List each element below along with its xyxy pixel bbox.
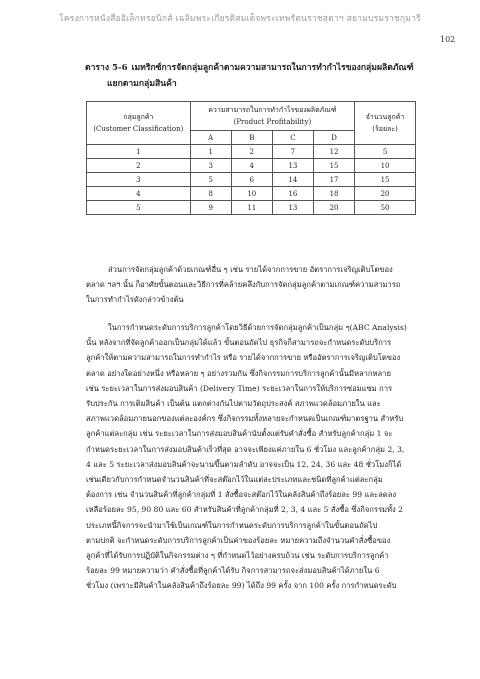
cell-a: 3 (190, 159, 231, 173)
profitability-matrix-table (86, 101, 416, 215)
cell-b: 6 (231, 173, 272, 187)
paragraph-line: ลูกค้าที่ได้รับการปฏิบัติในกิจกรรมต่าง ๆ ที่กำหนดไว้อย่างครบถ้วน เช่น ระดับการบริการลูกค้า (86, 551, 389, 561)
table-row (87, 187, 416, 201)
paragraph-line: 4 และ 5 ระยะเวลาส่งมอบสินค้าจะนานขึ้นตามลำดับ อาจจะเป็น 12, 24, 36 และ 48 ชั่วโมงก็ได้ (86, 459, 402, 469)
paragraph-line: ลูกค้าให้ตามความสามารถในการทำกำไร หรือ รายได้จากการขาย หรืออัตราการเจริญเติบโตของ (86, 353, 401, 363)
cell-b: 10 (231, 187, 272, 201)
cell-d: 20 (313, 201, 354, 215)
customer-quantity-header (355, 102, 416, 145)
customer-classification-header (87, 102, 191, 145)
paragraph-line: ลูกค้าแต่ละกลุ่ม เช่น ระยะเวลาในการส่งมอบสินค้านับตั้งแต่รับคำสั่งซื้อ สำหรับลูกค้ากลุ่ม 1 จะ (86, 429, 393, 439)
column-header-a: A (190, 131, 231, 145)
paragraph-line: ส่วนการจัดกลุ่มลูกค้าด้วยเกณฑ์อื่น ๆ เช่น รายได้จากการขาย อัตราการเจริญเติบโตของ (108, 265, 393, 274)
cell-group: 2 (87, 159, 191, 173)
paragraph-line: ประเภทนี้กิจการจะนำมาใช้เป็นเกณฑ์ในการกำหนดระดับการบริการลูกค้าในขั้นตอนถัดไป (86, 520, 378, 530)
cell-c: 13 (272, 201, 313, 215)
table-caption-line-1: เมทริกซ์การจัดกลุ่มลูกค้าตามความสามารถในการทำกำไรของกลุ่มผลิตภัณฑ์ (131, 63, 414, 73)
cell-c: 14 (272, 173, 313, 187)
cell-d: 12 (313, 145, 354, 159)
cell-c: 16 (272, 187, 313, 201)
paragraph-line: กำหนดระยะเวลาในการส่งมอบสินค้าเร็วที่สุด อาจจะเพียงแค่ภายใน 6 ชั่วโมง และลูกค้ากลุ่ม 2, 3, (86, 444, 405, 454)
column-header-c: C (272, 131, 313, 145)
cell-b: 11 (231, 201, 272, 215)
table-caption-label: ตาราง 5-6 (85, 63, 128, 73)
table-row (87, 159, 416, 173)
table-row (87, 173, 416, 187)
paragraph-line: รับประกัน การเติมสินค้า เป็นต้น แตกต่างกันไปตามวัตถุประสงค์ สภาพแวดล้อมภายใน และ (86, 399, 381, 409)
cell-percent: 20 (355, 187, 416, 201)
paragraph-line: ชั่วโมง (เพราะมีสินค้าในคลังสินค้าถึงร้อยละ 99) ได้ถึง 99 ครั้ง จาก 100 ครั้ง การกำหนดระดับ (86, 581, 397, 591)
paragraph-line: เหลือร้อยละ 95, 90 80 และ 60 สำหรับสินค้าที่ลูกค้ากลุ่มที่ 2, 3, 4 และ 5 สั่งซื้อ ซึ่งกิจกรรมทั้ง 2 (86, 505, 404, 515)
cell-d: 15 (313, 159, 354, 173)
paragraph-line: เช่น ระยะเวลาในการส่งมอบสินค้า (Delivery Time) ระยะเวลาในการให้บริการซ่อมแซม การ (86, 383, 393, 393)
paragraph-line: นั้น หลังจากที่จัดลูกค้าออกเป็นกลุ่มได้แล้ว ขั้นตอนถัดไป ธุรกิจก็สามารถจะกำหนดระดับบริการ (86, 338, 392, 348)
table-header-row (87, 102, 416, 131)
quantity-header-thai: จำนวนลูกค้า (365, 113, 405, 121)
paragraph-service-level (86, 320, 416, 594)
paragraph-line: เช่นเดียวกับการกำหนดจำนวนสินค้าที่จะสต๊อกไว้ในแต่ละประเภทและชนิดที่ลูกค้าแต่ละกลุ่ม (86, 475, 383, 485)
paragraph-line: ต้องการ เช่น จำนวนสินค้าที่ลูกค้ากลุ่มที่ 1 สั่งซื้อจะสต๊อกไว้ในคลังสินค้าถึงร้อยละ 99 และลดลง (86, 490, 397, 500)
product-profitability-header (190, 102, 354, 131)
customer-header-thai: กลุ่มลูกค้า (123, 113, 154, 121)
quantity-header-unit: (ร้อยละ) (372, 125, 398, 133)
paragraph-line: ในการทำกำไรดังกล่าวข้างต้น (86, 295, 184, 305)
paragraph-line: ตลาด อย่างใดอย่างหนึ่ง หรือหลาย ๆ อย่างรวมกัน ซึ่งกิจกรรมการบริการลูกค้านั้นมีหลากหลาย (86, 368, 391, 378)
paragraph-other-criteria (86, 262, 416, 308)
page-number: 102 (440, 35, 456, 44)
profitability-header-english: (Product Profitability) (233, 118, 312, 126)
cell-percent: 15 (355, 173, 416, 187)
cell-a: 1 (190, 145, 231, 159)
paragraph-line: ร้อยละ 99 หมายความว่า คำสั่งซื้อที่ลูกค้าได้รับ กิจการสามารถจะส่งมอบสินค้าได้ภายใน 6 (86, 566, 380, 576)
customer-header-english: (Customer Classification) (93, 125, 184, 133)
cell-group: 3 (87, 173, 191, 187)
cell-d: 17 (313, 173, 354, 187)
cell-c: 13 (272, 159, 313, 173)
cell-a: 9 (190, 201, 231, 215)
table-caption (85, 60, 415, 92)
cell-percent: 10 (355, 159, 416, 173)
table-row (87, 145, 416, 159)
column-header-b: B (231, 131, 272, 145)
running-header: โครงการหนังสืออิเล็กทรอนิกส์ เฉลิมพระเกียรติสมเด็จพระเทพรัตนราชสุดาฯ สยามบรมราชกุมารี (59, 14, 421, 24)
paragraph-line: สภาพแวดล้อมภายนอกของแต่ละองค์กร ซึ่งกิจกรรมทั้งหลายจะกำหนดเป็นเกณฑ์มาตรฐาน สำหรับ (86, 414, 404, 424)
cell-percent: 50 (355, 201, 416, 215)
cell-percent: 5 (355, 145, 416, 159)
cell-a: 5 (190, 173, 231, 187)
cell-group: 4 (87, 187, 191, 201)
cell-b: 4 (231, 159, 272, 173)
paragraph-line: ตามปกติ จะกำหนดระดับการบริการลูกค้าเป็นค่าของร้อยละ หมายความถึงจำนวนคำสั่งซื้อของ (86, 535, 391, 545)
column-header-d: D (313, 131, 354, 145)
cell-c: 7 (272, 145, 313, 159)
cell-a: 8 (190, 187, 231, 201)
table-caption-line-2: แยกตามกลุ่มสินค้า (107, 79, 177, 89)
paragraph-line: ตลาด ฯลฯ นั้น ก็อาศัยขั้นตอนและวิธีการที่คล้ายคลึงกับการจัดกลุ่มลูกค้าตามเกณฑ์ความสามารถ (86, 280, 401, 290)
table-row (87, 201, 416, 215)
cell-d: 18 (313, 187, 354, 201)
profitability-header-thai: ความสามารถในการทำกำไรของผลิตภัณฑ์ (208, 106, 337, 114)
cell-group: 5 (87, 201, 191, 215)
cell-group: 1 (87, 145, 191, 159)
cell-b: 2 (231, 145, 272, 159)
paragraph-line: ในการกำหนดระดับการบริการลูกค้าโดยวิธีด้วยการจัดกลุ่มลูกค้าเป็นกลุ่ม ๆ(ABC Analysis) (108, 323, 407, 332)
